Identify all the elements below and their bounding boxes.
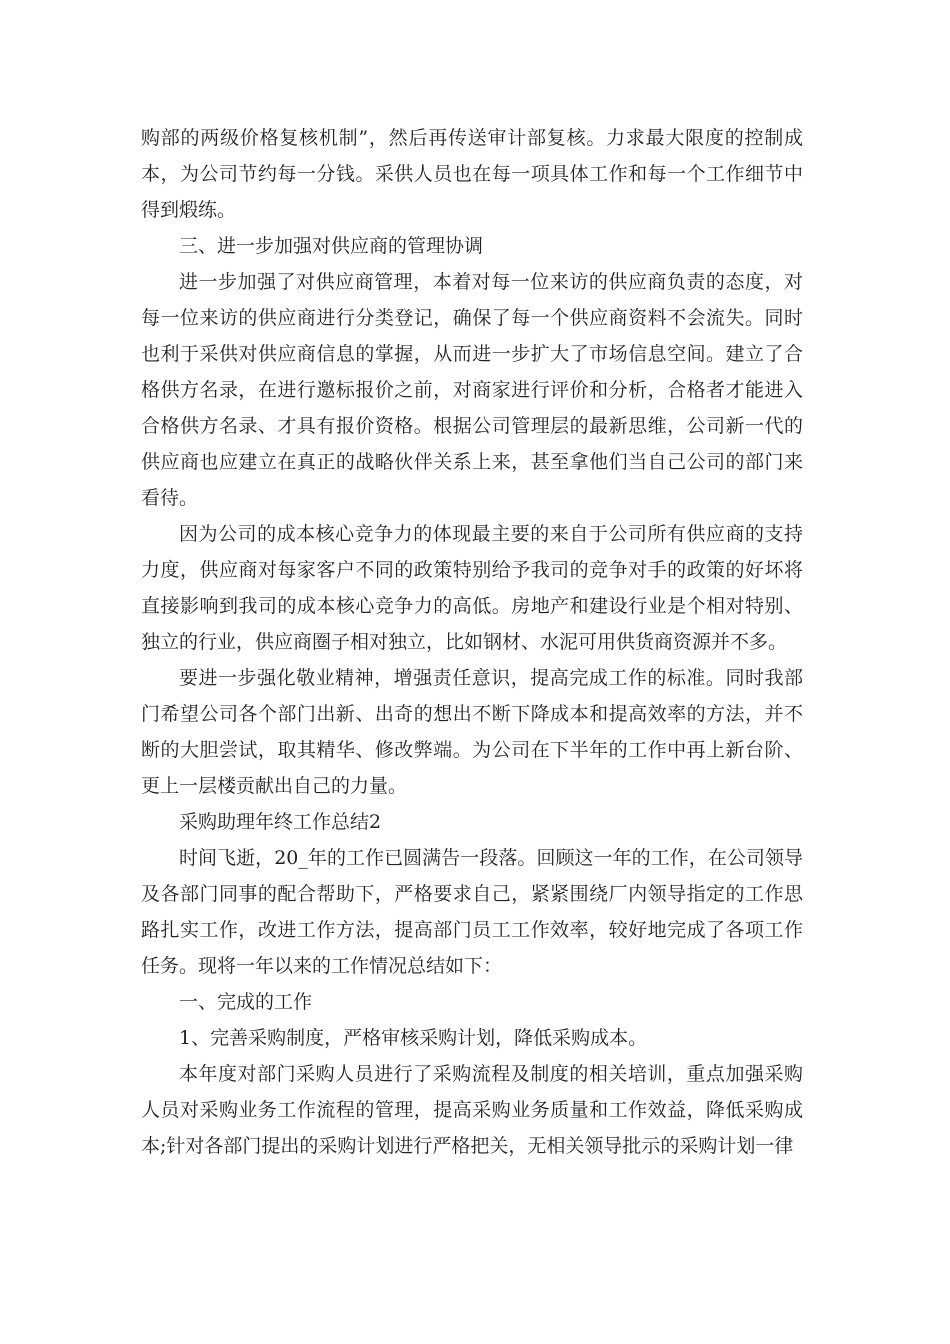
paragraph-dedication: 要进一步强化敬业精神，增强责任意识，提高完成工作的标准。同时我部门希望公司各个部门出新、出奇的想出不断下降成本和提高效率的方法，并不断的大胆尝试，取其精华、修改弊端。为公司在下半年的工作中再上新台阶、更上一层楼贡献出自己的力量。 [141,667,803,797]
paragraph-cost-competitiveness: 因为公司的成本核心竞争力的体现最主要的来自于公司所有供应商的支持力度，供应商对每家客户不同的政策特别给予我司的竞争对手的政策的好坏将直接影响到我司的成本核心竞争力的高低。房地产和建设行业是个相对特别、独立的行业，供应商圈子相对独立，比如钢材、水泥可用供货商资源并不多。 [141,523,803,653]
paragraph-continuation: 购部的两级价格复核机制”，然后再传送审计部复核。力求最大限度的控制成本，为公司节约每一分钱。采供人员也在每一项具体工作和每一个工作细节中得到煅练。 [141,127,803,221]
paragraph-procurement-training: 本年度对部门采购人员进行了采购流程及制度的相关培训，重点加强采购人员对采购业务工作流程的管理，提高采购业务质量和工作效益，降低采购成本;针对各部门提出的采购计划进行严格把关，无相关领导批示的采购计划一律 [141,1063,803,1157]
section-heading-3: 三、进一步加强对供应商的管理协调 [179,235,484,257]
section-heading-1: 一、完成的工作 [179,991,313,1013]
document-page [141,120,803,1164]
paragraph-year-review: 时间飞逝，20_年的工作已圆满告一段落。回顾这一年的工作，在公司领导及各部门同事的配合帮助下，严格要求自己，紧紧围绕厂内领导指定的工作思路扎实工作，改进工作方法，提高部门员工工作效率，较好地完成了各项工作任务。现将一年以来的工作情况总结如下： [141,847,803,977]
subsection-heading-1: 1、完善采购制度，严格审核采购计划，降低采购成本。 [179,1027,648,1049]
document-subtitle: 采购助理年终工作总结2 [179,811,382,833]
paragraph-supplier-management: 进一步加强了对供应商管理，本着对每一位来访的供应商负责的态度，对每一位来访的供应商进行分类登记，确保了每一个供应商资料不会流失。同时也利于采供对供应商信息的掌握，从而进一步扩大了市场信息空间。建立了合格供方名录，在进行邀标报价之前，对商家进行评价和分析，合格者才能进入合格供方名录、才具有报价资格。根据公司管理层的最新思维，公司新一代的供应商也应建立在真正的战略伙伴关系上来，甚至拿他们当自己公司的部门来看待。 [141,271,803,509]
